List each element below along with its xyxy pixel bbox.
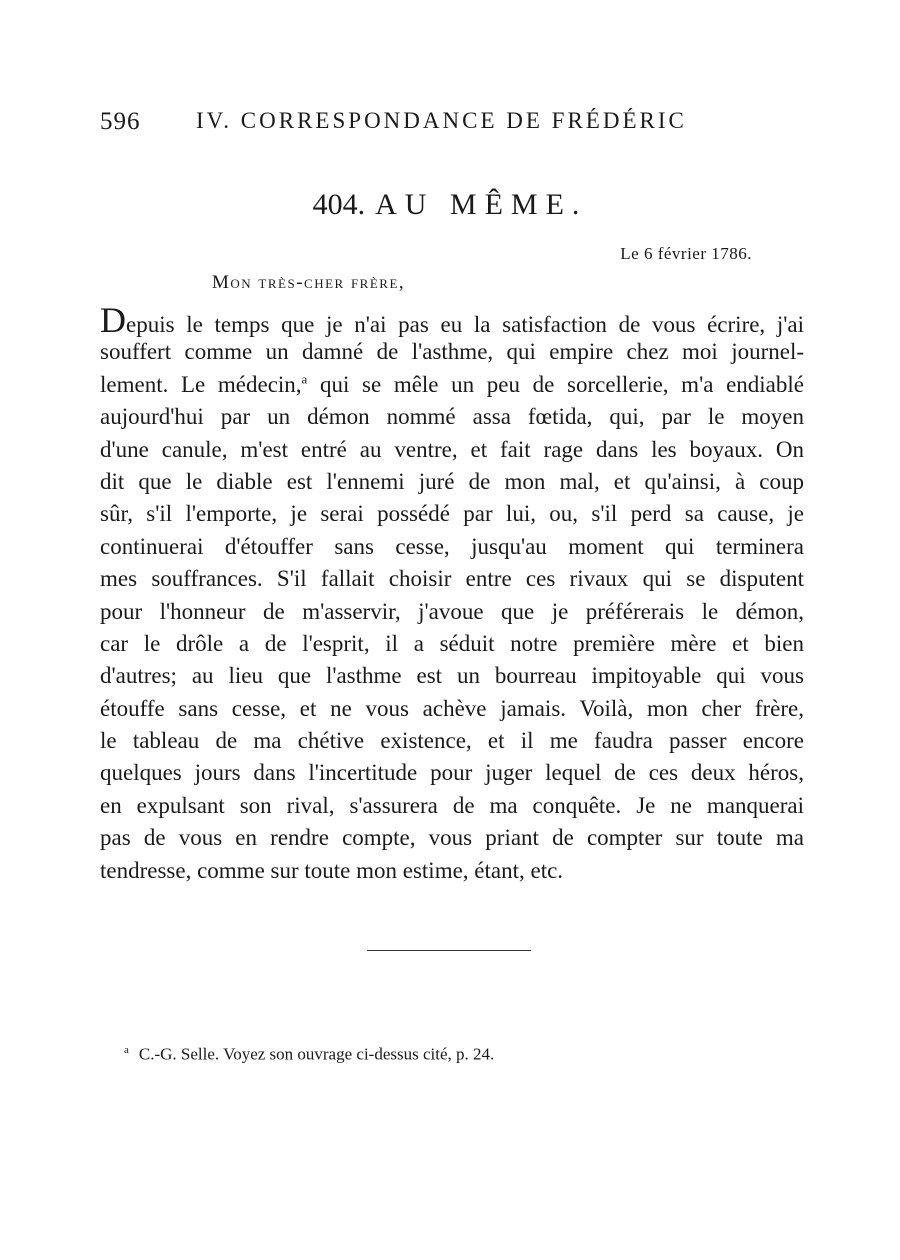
body-line: sûr, s'il l'emporte, je serai possédé par lui, ou, s'il perd sa cause, je	[100, 501, 804, 527]
footnote-ref-marker: a	[124, 1044, 129, 1056]
letter-body	[100, 300, 804, 887]
body-line-text: epuis le temps que je n'ai pas eu la satisfaction de vous écrire, j'ai	[126, 312, 804, 337]
body-line: pour l'honneur de m'asservir, j'avoue que je préférerais le démon,	[100, 598, 804, 624]
letter-heading	[0, 188, 900, 222]
salutation: Mon très-cher frère,	[212, 272, 406, 293]
body-line: dit que le diable est l'ennemi juré de mon mal, et qu'ainsi, à coup	[100, 468, 804, 494]
footnote-marker: a	[301, 371, 308, 387]
body-line: aujourd'hui par un démon nommé assa fœtida, qui, par le moyen	[100, 404, 804, 430]
letter-title: AU MÊME.	[375, 188, 588, 221]
letter-number: 404.	[312, 188, 366, 221]
body-line: en expulsant son rival, s'assurera de ma conquête. Je ne manquerai	[100, 792, 804, 818]
body-line	[100, 300, 804, 340]
footnote-divider	[367, 950, 531, 951]
body-line: car le drôle a de l'esprit, il a séduit notre première mère et bien	[100, 630, 804, 656]
body-line: pas de vous en rendre compte, vous priant de compter sur toute ma	[100, 825, 804, 851]
body-line: continuerai d'étouffer sans cesse, jusqu'au moment qui terminera	[100, 533, 804, 559]
body-line: souffert comme un damné de l'asthme, qui empire chez moi journel-	[100, 339, 804, 365]
footnote-text: C.-G. Selle. Voyez son ouvrage ci-dessus cité, p. 24.	[138, 1044, 495, 1064]
body-line-last: tendresse, comme sur toute mon estime, étant, etc.	[100, 857, 564, 883]
body-line: le tableau de ma chétive existence, et il me faudra passer encore	[100, 728, 804, 754]
drop-cap: D	[100, 300, 126, 340]
footnote	[124, 1044, 494, 1065]
running-head	[100, 108, 800, 144]
body-line: mes souffrances. S'il fallait choisir entre ces rivaux qui se disputent	[100, 566, 804, 592]
body-line: d'autres; au lieu que l'asthme est un bourreau impitoyable qui vous	[100, 663, 804, 689]
body-line: étouffe sans cesse, et ne vous achève jamais. Voilà, mon cher frère,	[100, 695, 804, 721]
running-title: IV. CORRESPONDANCE DE FRÉDÉRIC	[196, 108, 687, 133]
body-line	[100, 369, 804, 401]
body-line: quelques jours dans l'incertitude pour juger lequel de ces deux héros,	[100, 760, 804, 786]
body-line-text: qui se mêle un peu de sorcellerie, m'a endiablé	[307, 371, 804, 397]
body-line-text: lement. Le médecin,	[100, 371, 302, 397]
body-line: d'une canule, m'est entré au ventre, et fait rage dans les boyaux. On	[100, 436, 804, 462]
page-number: 596	[100, 108, 141, 135]
letter-date: Le 6 février 1786.	[620, 244, 752, 263]
